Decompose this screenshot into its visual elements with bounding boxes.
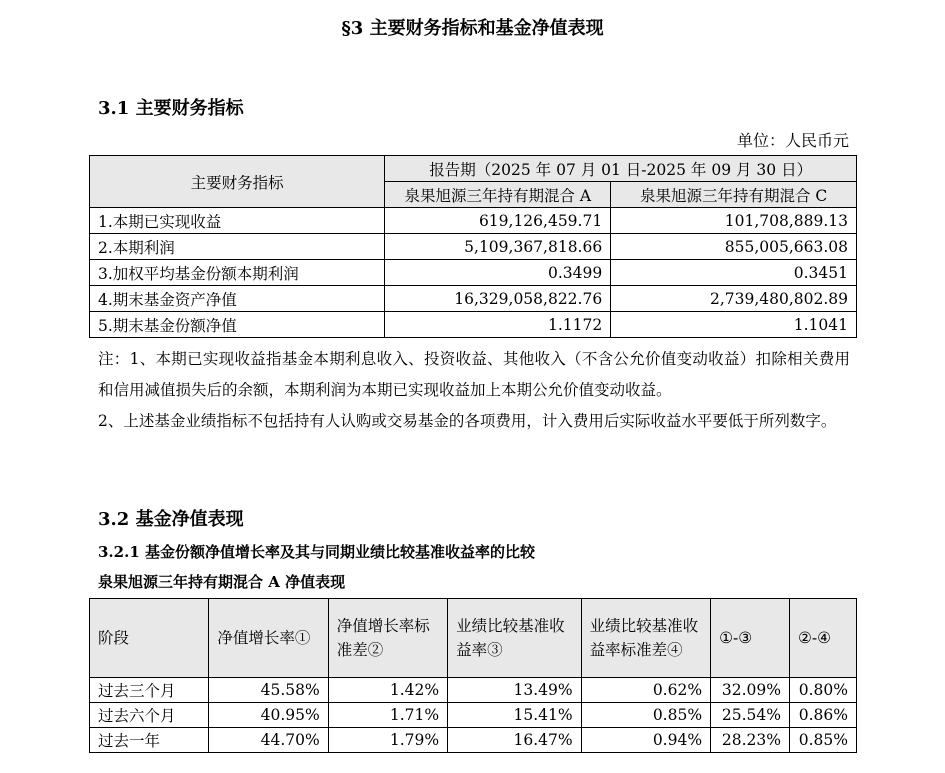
value-cell: 44.70% xyxy=(209,728,328,753)
note-1: 注：1、本期已实现收益指基金本期利息收入、投资收益、其他收入（不含公允价值变动收益）扣除相关费用和信用减值损失后的余额，本期利润为本期已实现收益加上本期公允价值变动收益。 xyxy=(98,350,850,399)
value-cell: 1.79% xyxy=(328,728,447,753)
header-period: 报告期（2025 年 07 月 01 日-2025 年 09 月 30 日） xyxy=(385,156,857,182)
value-c: 0.3451 xyxy=(611,260,857,286)
value-cell: 0.94% xyxy=(581,728,710,753)
value-cell: 0.86% xyxy=(789,703,856,728)
value-c: 2,739,480,802.89 xyxy=(611,286,857,312)
value-cell: 15.41% xyxy=(448,703,582,728)
table-row xyxy=(90,234,857,260)
value-c: 855,005,663.08 xyxy=(611,234,857,260)
value-a: 16,329,058,822.76 xyxy=(385,286,611,312)
header-benchmark-return: 业绩比较基准收益率③ xyxy=(448,599,582,678)
page-title: §3 主要财务指标和基金净值表现 xyxy=(341,18,604,39)
fund-a-title: 泉果旭源三年持有期混合 A 净值表现 xyxy=(98,573,346,591)
value-cell: 1.42% xyxy=(328,678,447,703)
row-label: 1.本期已实现收益 xyxy=(90,208,385,234)
value-cell: 0.62% xyxy=(581,678,710,703)
table-row xyxy=(90,703,857,728)
table-header-row xyxy=(90,599,857,678)
value-a: 1.1172 xyxy=(385,312,611,338)
value-a: 619,126,459.71 xyxy=(385,208,611,234)
section-3-1-heading: 3.1 主要财务指标 xyxy=(98,98,244,119)
header-diff-2-4: ②-④ xyxy=(789,599,856,678)
row-label: 5.期末基金份额净值 xyxy=(90,312,385,338)
value-a: 5,109,367,818.66 xyxy=(385,234,611,260)
value-cell: 0.80% xyxy=(789,678,856,703)
header-class-a: 泉果旭源三年持有期混合 A xyxy=(385,182,611,208)
table-header-row xyxy=(90,156,857,182)
table-row xyxy=(90,312,857,338)
stage-cell: 过去三个月 xyxy=(90,678,209,703)
note-2: 2、上述基金业绩指标不包括持有人认购或交易基金的各项费用，计入费用后实际收益水平要低于所列数字。 xyxy=(98,412,837,430)
header-nav-growth: 净值增长率① xyxy=(209,599,328,678)
value-cell: 28.23% xyxy=(711,728,790,753)
table-row xyxy=(90,728,857,753)
value-cell: 40.95% xyxy=(209,703,328,728)
value-c: 1.1041 xyxy=(611,312,857,338)
stage-cell: 过去一年 xyxy=(90,728,209,753)
stage-cell: 过去六个月 xyxy=(90,703,209,728)
nav-performance-table xyxy=(89,598,857,753)
value-c: 101,708,889.13 xyxy=(611,208,857,234)
value-cell: 25.54% xyxy=(711,703,790,728)
financial-indicators-table xyxy=(89,155,857,338)
header-nav-std: 净值增长率标准差② xyxy=(328,599,447,678)
table-row xyxy=(90,286,857,312)
value-cell: 0.85% xyxy=(789,728,856,753)
table-row xyxy=(90,678,857,703)
notes xyxy=(98,344,850,437)
header-stage: 阶段 xyxy=(90,599,209,678)
value-cell: 0.85% xyxy=(581,703,710,728)
table-row xyxy=(90,208,857,234)
unit-label: 单位：人民币元 xyxy=(736,131,849,150)
section-3-2-heading: 3.2 基金净值表现 xyxy=(98,509,244,530)
row-label: 2.本期利润 xyxy=(90,234,385,260)
value-cell: 13.49% xyxy=(448,678,582,703)
header-class-c: 泉果旭源三年持有期混合 C xyxy=(611,182,857,208)
table-row xyxy=(90,260,857,286)
section-3-2-1-heading: 3.2.1 基金份额净值增长率及其与同期业绩比较基准收益率的比较 xyxy=(98,543,535,561)
row-label: 4.期末基金资产净值 xyxy=(90,286,385,312)
header-indicator: 主要财务指标 xyxy=(90,156,385,208)
value-cell: 45.58% xyxy=(209,678,328,703)
row-label: 3.加权平均基金份额本期利润 xyxy=(90,260,385,286)
value-a: 0.3499 xyxy=(385,260,611,286)
header-diff-1-3: ①-③ xyxy=(711,599,790,678)
value-cell: 1.71% xyxy=(328,703,447,728)
header-benchmark-std: 业绩比较基准收益率标准差④ xyxy=(581,599,710,678)
value-cell: 16.47% xyxy=(448,728,582,753)
value-cell: 32.09% xyxy=(711,678,790,703)
